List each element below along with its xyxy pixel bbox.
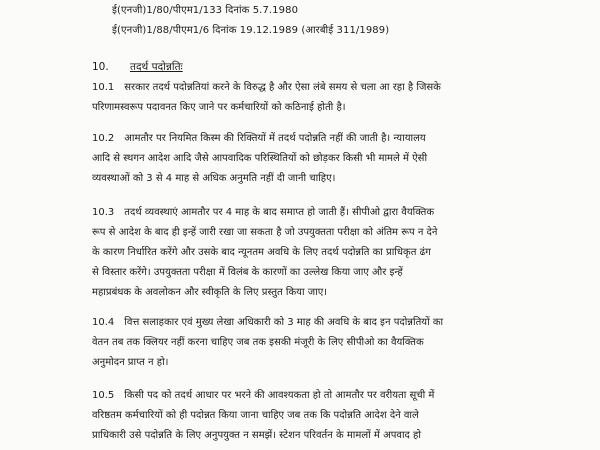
reference-line: ई(एनजी)1/80/पीएम1/133 दिनांक 5.7.1980 [112, 5, 299, 16]
paragraph-number: 10.5 [92, 390, 115, 401]
paragraph-line: वेतन तब तक क्लियर नहीं करना चाहिए जब तक इसकी मंजूरी के लिए सीपीओ का वैयक्तिक [92, 337, 424, 348]
paragraph-line: वित्त सलाहकार एवं मुख्य लेखा अधिकारी को 3 माह की अवधि के बाद इन पदोन्नतियों का [124, 317, 444, 328]
paragraph-10-4 [92, 313, 572, 373]
paragraph-line: किसी पद को तदर्थ आधार पर भरने की आवश्यकता हो तो आमतौर पर वरीयता सूची में [124, 390, 435, 401]
paragraph-line: आदि से स्थगन आदेश आदि जैसे आपवादिक परिस्थितियों को छोड़कर किसी भी मामले में ऐसी [92, 153, 428, 164]
paragraph-10-2 [92, 129, 572, 189]
paragraph-10-1 [92, 78, 572, 118]
paragraph-line: व्यवस्थाओं को 3 से 4 माह से अधिक अनुमति नहीं दी जानी चाहिए। [92, 173, 336, 184]
paragraph-line: आमतौर पर नियमित किस्म की रिक्तियों में तदर्थ पदोन्नति नहीं की जाती है। न्यायालय [124, 133, 426, 144]
section-heading [92, 60, 183, 74]
paragraph-line: वरिष्ठतम कर्मचारियों को ही पदोन्नत किया जाना चाहिए जब तक कि पदोन्नति आदेश देने वाले [92, 410, 419, 421]
paragraph-line: महाप्रबंधक के अवलोकन और स्वीकृति के लिए प्रस्तुत किया जाए। [92, 287, 328, 298]
paragraph-line: से विस्तार करेंगे। उपयुक्तता परीक्षा में विलंब के कारणों का उल्लेख किया जाए और इन्हें [92, 267, 403, 278]
paragraph-number: 10.1 [92, 82, 115, 93]
reference-line: ई(एनजी)1/88/पीएम1/6 दिनांक 19.12.1989 (आरबीई 311/1989) [112, 25, 390, 36]
paragraph-line: अनुमोदन प्राप्त न हो। [92, 357, 169, 368]
paragraph-line: तदर्थ व्यवस्थाएं आमतौर पर 4 माह के बाद समाप्त हो जाती हैं। सीपीओ द्वारा वैयक्तिक [124, 207, 434, 218]
paragraph-line: प्राधिकारी उसे पदोन्नति के लिए अनुपयुक्त न समझें। स्टेशन परिवर्तन के मामलों में अपवाद हो [92, 430, 421, 441]
paragraph-number: 10.4 [92, 317, 115, 328]
paragraph-number: 10.3 [92, 207, 115, 218]
paragraph-line: के कारण निर्धारित करेंगे और उसके बाद न्यूनतम अवधि के लिए तदर्थ पदोन्नति का प्राधिकृत ढंग [92, 247, 431, 258]
paragraph-10-3 [92, 203, 572, 303]
paragraph-10-5 [92, 386, 572, 446]
section-number: 10. [92, 61, 109, 73]
paragraph-line: परिणामस्वरूप पदावनत किए जाने पर कर्मचारियों को कठिनाई होती है। [92, 102, 346, 113]
paragraph-number: 10.2 [92, 133, 115, 144]
paragraph-line: रूप से आदेश के बाद ही इन्हें जारी रखा जा सकता है जो उपयुक्तता परीक्षा को अंतिम रूप न देने [92, 227, 438, 238]
section-title: तदर्थ पदोन्नतिः [130, 61, 183, 73]
paragraph-line: सरकार तदर्थ पदोन्नतियां करने के विरुद्ध है और ऐसा लंबे समय से चला आ रहा है जिसके [124, 82, 441, 93]
